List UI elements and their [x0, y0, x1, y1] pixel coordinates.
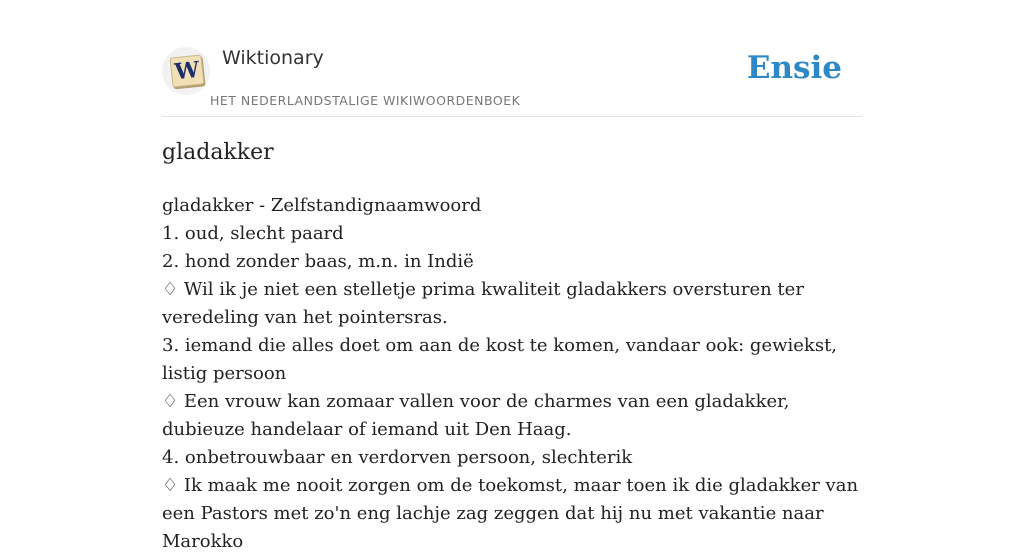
definition-1: 1. oud, slecht paard — [162, 223, 344, 244]
definition-content — [162, 192, 867, 556]
logo-letter: W — [173, 56, 201, 86]
definition-2: 2. hond zonder baas, m.n. in Indië — [162, 251, 474, 272]
wiktionary-logo[interactable] — [162, 47, 210, 95]
page-title: gladakker — [162, 140, 274, 165]
definition-3: 3. iemand die alles doet om aan de kost te komen, vandaar ook: gewiekst, listig persoon — [162, 335, 838, 384]
example-3: ♢ Een vrouw kan zomaar vallen voor de charmes van een gladakker, dubieuze handelaar of iemand uit Den Haag. — [162, 391, 790, 440]
site-name[interactable]: Wiktionary — [222, 47, 324, 69]
definition-4: 4. onbetrouwbaar en verdorven persoon, slechterik — [162, 447, 633, 468]
word-type-line: gladakker - Zelfstandignaamwoord — [162, 195, 482, 216]
example-4: ♢ Ik maak me nooit zorgen om de toekomst, maar toen ik die gladakker van een Pastors met zo'n eng lachje zag zeggen dat hij nu met vakantie naar Marokko — [162, 475, 859, 552]
site-subtitle: HET NEDERLANDSTALIGE WIKIWOORDENBOEK — [210, 93, 521, 108]
logo-tile-icon — [170, 54, 205, 87]
site-header — [162, 44, 862, 117]
ensie-brand-link[interactable]: Ensie — [746, 50, 842, 86]
example-2: ♢ Wil ik je niet een stelletje prima kwaliteit gladakkers oversturen ter veredeling van het pointersras. — [162, 279, 804, 328]
